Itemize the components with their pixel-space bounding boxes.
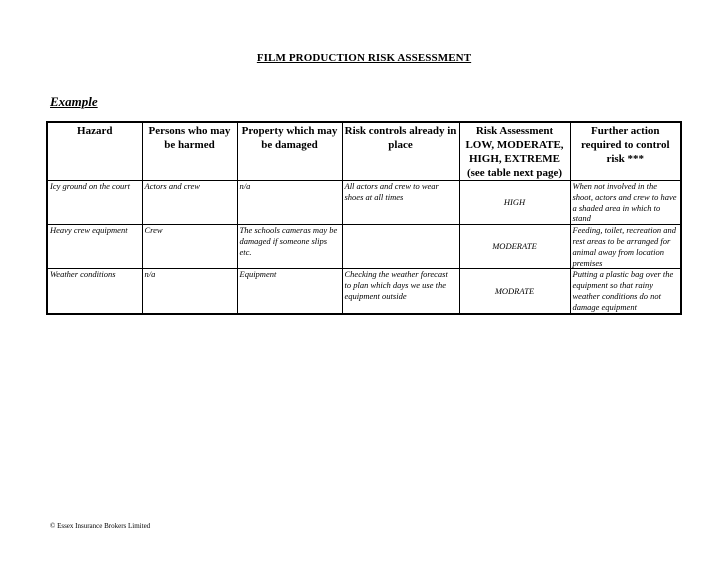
table-row: [47, 269, 681, 314]
cell-controls: All actors and crew to wear shoes at all times: [342, 181, 459, 225]
header-persons: Persons who may be harmed: [142, 122, 237, 181]
footer-copyright: © Essex Insurance Brokers Limited: [50, 522, 151, 530]
cell-persons: Actors and crew: [142, 181, 237, 225]
header-further-action: Further action required to control risk ***: [570, 122, 681, 181]
cell-property: n/a: [237, 181, 342, 225]
cell-persons: n/a: [142, 269, 237, 314]
cell-rating: HIGH: [459, 181, 570, 225]
header-property: Property which may be damaged: [237, 122, 342, 181]
cell-property: The schools cameras may be damaged if someone slips etc.: [237, 225, 342, 269]
document-title: FILM PRODUCTION RISK ASSESSMENT: [256, 52, 472, 64]
header-risk-assessment: Risk Assessment LOW, MODERATE, HIGH, EXTREME (see table next page): [459, 122, 570, 181]
cell-persons: Crew: [142, 225, 237, 269]
section-label: Example: [50, 94, 98, 109]
table-row: [47, 181, 681, 225]
header-hazard: Hazard: [47, 122, 142, 181]
cell-hazard: Icy ground on the court: [47, 181, 142, 225]
table-row: [47, 225, 681, 269]
cell-controls: [342, 225, 459, 269]
header-controls: Risk controls already in place: [342, 122, 459, 181]
cell-controls: Checking the weather forecast to plan which days we use the equipment outside: [342, 269, 459, 314]
cell-property: Equipment: [237, 269, 342, 314]
cell-action: When not involved in the shoot, actors and crew to have a shaded area in which to stand: [570, 181, 681, 225]
cell-hazard: Heavy crew equipment: [47, 225, 142, 269]
table-header-row: [47, 122, 681, 181]
cell-action: Feeding, toilet, recreation and rest areas to be arranged for animal away from location premises: [570, 225, 681, 269]
cell-hazard: Weather conditions: [47, 269, 142, 314]
cell-rating: MODRATE: [459, 269, 570, 314]
cell-action: Putting a plastic bag over the equipment so that rainy weather conditions do not damage equipment: [570, 269, 681, 314]
cell-rating: MODERATE: [459, 225, 570, 269]
risk-assessment-table: [46, 121, 682, 315]
